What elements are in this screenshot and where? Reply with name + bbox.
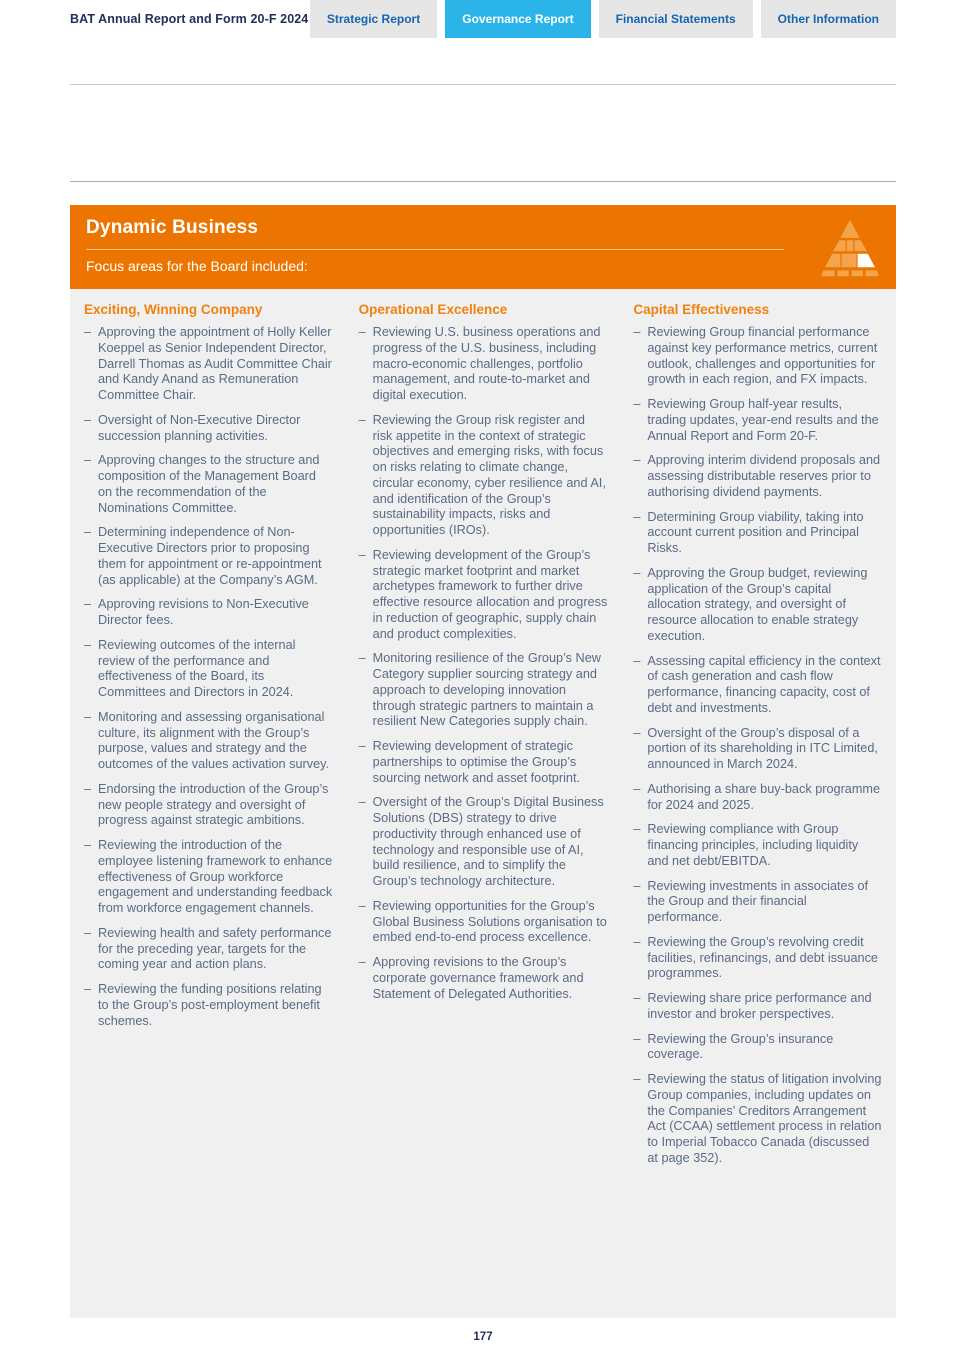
column-heading: Operational Excellence: [358, 302, 508, 317]
column-items: [84, 325, 333, 1029]
focus-item: [84, 453, 333, 516]
focus-item-text: Oversight of the Group’s Digital Business Solutions (DBS) strategy to drive productivity through enhanced use of technology and responsible use of AI, build resilience, and to simplify the Group’s technology architecture.: [372, 795, 604, 888]
focus-item: [84, 838, 333, 917]
column-items: [633, 325, 882, 1167]
focus-item: [84, 638, 333, 701]
footer: [0, 1327, 966, 1345]
focus-item-text: Reviewing Group half-year results, trading updates, year-end results and the Annual Report and Form 20-F.: [647, 397, 879, 443]
focus-item: [633, 566, 882, 645]
focus-item: [84, 982, 333, 1029]
dash-bullet: –: [633, 1072, 641, 1086]
dash-bullet: –: [633, 934, 641, 949]
horizontal-rule-middle: [70, 181, 896, 182]
dash-bullet: –: [358, 898, 366, 913]
dash-bullet: –: [84, 325, 92, 339]
dash-bullet: –: [633, 397, 641, 411]
dash-bullet: –: [358, 325, 366, 339]
focus-item: [84, 413, 333, 445]
pyramid-icon: [818, 214, 882, 282]
column-heading: Exciting, Winning Company: [84, 302, 263, 317]
columns: [84, 302, 882, 1176]
focus-item: [633, 397, 882, 444]
focus-column: [84, 302, 333, 1176]
focus-item-text: Reviewing opportunities for the Group’s Global Business Solutions organisation to embed end-to-end process excellence.: [372, 898, 607, 945]
section-tabs: [310, 0, 896, 38]
focus-item: [84, 926, 333, 973]
dash-bullet: –: [358, 739, 366, 753]
focus-item-text: Approving revisions to the Group’s corporate governance framework and Statement of Delegated Authorities.: [372, 955, 584, 1001]
focus-item-text: Authorising a share buy-back programme for 2024 and 2025.: [647, 781, 881, 812]
dash-bullet: –: [633, 653, 641, 668]
focus-item-text: Monitoring resilience of the Group’s New Category supplier sourcing strategy and approach to developing innovation through strategic partners to maintain a resilient New Categories supply chain.: [372, 651, 601, 729]
focus-item: [359, 899, 608, 946]
focus-item-text: Monitoring and assessing organisational culture, its alignment with the Group’s purpose, values and strategy and the outcomes of the values activation survey.: [98, 709, 330, 771]
dash-bullet: –: [633, 725, 641, 740]
focus-column: [633, 302, 882, 1176]
focus-item-text: Reviewing development of the Group’s strategic market footprint and market archetypes framework to further drive effective resource allocation and progress in reduction of geographic, supply chain and product complexities.: [372, 547, 608, 641]
focus-item-text: Reviewing share price performance and investor and broker perspectives.: [647, 991, 872, 1021]
page-number: 177: [473, 1331, 493, 1343]
focus-item-text: Approving revisions to Non-Executive Director fees.: [98, 597, 309, 627]
focus-item-text: Reviewing health and safety performance for the preceding year, targets for the coming year and action plans.: [98, 925, 332, 972]
focus-item-text: Reviewing outcomes of the internal review of the performance and effectiveness of the Board, its Committees and Directors in 2024.: [98, 637, 296, 699]
focus-item: [84, 525, 333, 588]
focus-item-text: Reviewing development of strategic partnerships to optimise the Group’s sourcing network and asset footprint.: [372, 739, 581, 785]
dash-bullet: –: [358, 651, 366, 666]
focus-item-text: Reviewing the Group’s insurance coverage.: [647, 1031, 834, 1062]
focus-item-text: Determining independence of Non-Executive Directors prior to proposing them for appointment or re-appointment (as applicable) at the Company’s AGM.: [98, 525, 322, 587]
focus-item-text: Endorsing the introduction of the Group’s new people strategy and oversight of progress against strategic ambitions.: [98, 781, 329, 828]
focus-areas-panel: [70, 289, 896, 1318]
dash-bullet: –: [84, 453, 92, 468]
dash-bullet: –: [633, 1031, 641, 1046]
focus-item: [84, 325, 333, 404]
column-heading: Capital Effectiveness: [633, 302, 770, 317]
focus-item-text: Reviewing compliance with Group financing principles, including liquidity and net debt/EBITDA.: [647, 822, 859, 868]
focus-item: [633, 935, 882, 982]
dash-bullet: –: [84, 709, 92, 724]
tab-strategic-report[interactable]: Strategic Report: [310, 0, 437, 38]
dash-bullet: –: [358, 412, 366, 427]
header: [70, 0, 896, 38]
dash-bullet: –: [633, 325, 641, 339]
focus-item: [84, 710, 333, 773]
focus-item-text: Oversight of Non-Executive Director succession planning activities.: [98, 412, 301, 443]
dash-bullet: –: [633, 822, 641, 837]
dash-bullet: –: [633, 453, 641, 468]
dash-bullet: –: [358, 795, 366, 810]
focus-item-text: Reviewing U.S. business operations and progress of the U.S. business, including macro-economic challenges, portfolio management, and route-to-market and digital execution.: [372, 325, 601, 402]
tab-financial-statements[interactable]: Financial Statements: [599, 0, 753, 38]
focus-item-text: Reviewing the introduction of the employee listening framework to enhance effectiveness of Group workforce engagement and understanding feedback from workforce engagement channels.: [98, 838, 333, 915]
focus-item: [359, 651, 608, 730]
dash-bullet: –: [633, 781, 641, 796]
focus-item-text: Reviewing the status of litigation involving Group companies, including updates on the Companies’ Creditors Arrangement Act (CCAA) settlement process in relation to Imperial Tobacco Canada (discussed at page 352).: [647, 1072, 882, 1165]
focus-item: [359, 325, 608, 404]
dash-bullet: –: [84, 781, 92, 796]
focus-item: [633, 510, 882, 557]
focus-item: [359, 548, 608, 643]
focus-item: [633, 726, 882, 773]
banner-title: Dynamic Business: [86, 217, 259, 238]
focus-item-text: Approving the Group budget, reviewing application of the Group’s capital allocation strategy, and oversight of resource allocation to enable strategy execution.: [647, 565, 868, 643]
focus-item: [359, 739, 608, 786]
report-title: BAT Annual Report and Form 20-F 2024: [70, 12, 309, 26]
focus-item: [633, 453, 882, 500]
focus-item-text: Reviewing the Group’s revolving credit facilities, refinancings, and debt issuance programmes.: [647, 934, 878, 981]
dash-bullet: –: [633, 878, 641, 893]
focus-item-text: Reviewing the Group risk register and risk appetite in the context of strategic objectives and emerging risks, with focus on risks relating to climate change, circular economy, cyber resilience and AI, and identification of the Group’s sustainability impacts, risks and opportunities (IROs).: [372, 412, 606, 537]
dash-bullet: –: [84, 412, 92, 427]
focus-item-text: Determining Group viability, taking into account current position and Principal Risks.: [647, 509, 864, 555]
focus-item: [633, 782, 882, 814]
focus-item: [359, 795, 608, 890]
focus-item: [633, 654, 882, 717]
focus-item: [84, 782, 333, 829]
banner-divider: [86, 249, 784, 250]
focus-item: [633, 1072, 882, 1167]
dash-bullet: –: [84, 838, 92, 852]
focus-item: [84, 597, 333, 629]
focus-item: [359, 413, 608, 539]
banner-subtitle: Focus areas for the Board included:: [86, 258, 308, 274]
focus-item-text: Approving changes to the structure and composition of the Management Board on the recommendation of the Nominations Committee.: [98, 453, 320, 515]
focus-item-text: Oversight of the Group’s disposal of a portion of its shareholding in ITC Limited, announced in March 2024.: [647, 725, 878, 771]
dash-bullet: –: [84, 637, 92, 652]
focus-item-text: Reviewing investments in associates of the Group and their financial performance.: [647, 878, 869, 924]
focus-item-text: Approving the appointment of Holly Keller Koeppel as Senior Independent Director, Darrell Thomas as Audit Committee Chair and Kandy Anand as Remuneration Committee Chair.: [98, 325, 332, 402]
dash-bullet: –: [358, 955, 366, 969]
focus-item: [359, 955, 608, 1002]
dash-bullet: –: [84, 925, 92, 940]
dash-bullet: –: [633, 565, 641, 580]
dash-bullet: –: [633, 509, 641, 524]
focus-item-text: Assessing capital efficiency in the context of cash generation and cash flow performance, financing capacity, cost of debt and investments.: [647, 653, 881, 715]
focus-item: [633, 879, 882, 926]
focus-column: [359, 302, 608, 1176]
focus-item: [633, 1032, 882, 1064]
dash-bullet: –: [84, 597, 92, 612]
column-items: [359, 325, 608, 1002]
focus-item-text: Reviewing Group financial performance against key performance metrics, current outlook, challenges and opportunities for growth in each region, and FX impacts.: [647, 325, 878, 387]
focus-item: [633, 822, 882, 869]
dynamic-business-banner: [70, 205, 896, 289]
dash-bullet: –: [84, 525, 92, 540]
focus-item-text: Reviewing the funding positions relating to the Group’s post-employment benefit schemes.: [98, 982, 322, 1028]
focus-item: [633, 991, 882, 1023]
dash-bullet: –: [633, 991, 641, 1005]
tab-other-information[interactable]: Other Information: [761, 0, 896, 38]
tab-governance-report[interactable]: Governance Report: [445, 0, 590, 38]
focus-item-text: Approving interim dividend proposals and assessing distributable reserves prior to authorising dividend payments.: [647, 453, 881, 499]
horizontal-rule-top: [70, 84, 896, 85]
dash-bullet: –: [358, 547, 366, 562]
dash-bullet: –: [84, 982, 92, 996]
focus-item: [633, 325, 882, 388]
